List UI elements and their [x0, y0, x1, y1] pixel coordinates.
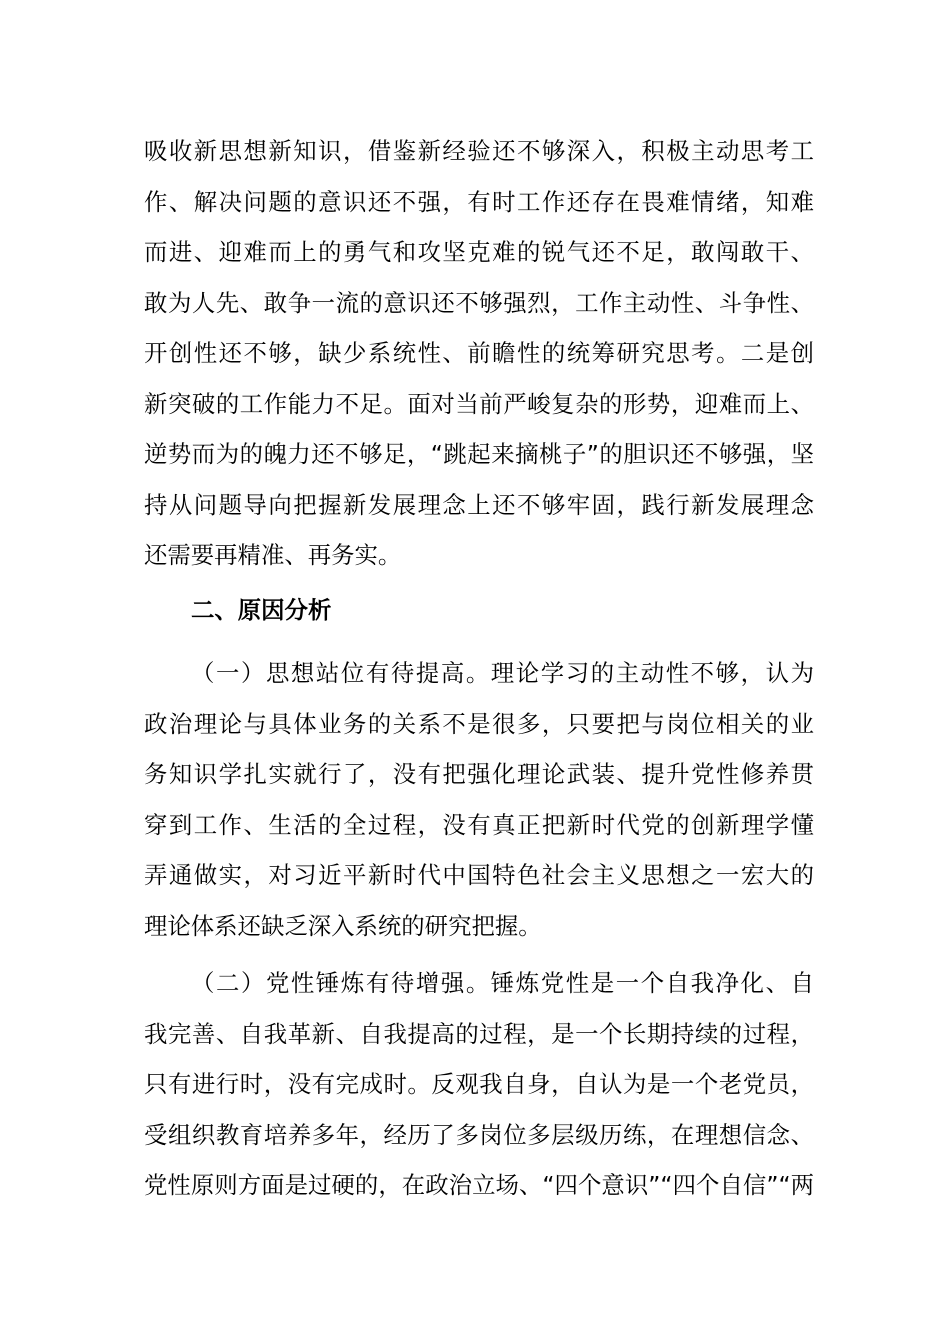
section-heading: 二、原因分析 — [191, 596, 332, 624]
text-line: 开创性还不够，缺少系统性、前瞻性的统筹研究思考。二是创 — [144, 339, 814, 367]
text-line: 新突破的工作能力不足。面对当前严峻复杂的形势，迎难而上、 — [144, 389, 814, 418]
text-line: 还需要再精准、再务实。 — [144, 541, 402, 569]
text-line: 作、解决问题的意识还不强，有时工作还存在畏难情绪，知难 — [144, 187, 814, 216]
text-line: （一）思想站位有待提高。理论学习的主动性不够，认为 — [191, 659, 814, 687]
text-line: （二）党性锤炼有待增强。锤炼党性是一个自我净化、自 — [191, 969, 814, 997]
text-line: 弄通做实，对习近平新时代中国特色社会主义思想之一宏大的 — [144, 861, 814, 889]
text-line: 政治理论与具体业务的关系不是很多，只要把与岗位相关的业 — [144, 709, 814, 738]
text-line: 务知识学扎实就行了，没有把强化理论武装、提升党性修养贯 — [144, 760, 814, 788]
text-line: 受组织教育培养多年，经历了多岗位多层级历练，在理想信念、 — [144, 1120, 814, 1149]
paragraph-problem-description — [144, 126, 814, 581]
text-line: 逆势而为的魄力还不够足，“跳起来摘桃子”的胆识还不够强，坚 — [144, 440, 814, 468]
text-line: 只有进行时，没有完成时。反观我自身，自认为是一个老党员， — [144, 1070, 814, 1098]
text-line: 持从问题导向把握新发展理念上还不够牢固，践行新发展理念 — [144, 490, 814, 519]
text-line: 党性原则方面是过硬的，在政治立场、“四个意识”“四个自信”“两 — [144, 1171, 814, 1199]
text-line: 敢为人先、敢争一流的意识还不够强烈，工作主动性、斗争性、 — [144, 288, 814, 317]
paragraph-cause-2 — [144, 958, 814, 1211]
text-line: 吸收新思想新知识，借鉴新经验还不够深入，积极主动思考工 — [144, 137, 814, 165]
text-line: 穿到工作、生活的全过程，没有真正把新时代党的创新理学懂 — [144, 810, 814, 839]
paragraph-cause-1 — [144, 648, 814, 951]
text-line: 而进、迎难而上的勇气和攻坚克难的锐气还不足，敢闯敢干、 — [144, 238, 814, 266]
text-line: 理论体系还缺乏深入系统的研究把握。 — [144, 911, 542, 940]
text-line: 我完善、自我革新、自我提高的过程，是一个长期持续的过程， — [144, 1019, 814, 1048]
